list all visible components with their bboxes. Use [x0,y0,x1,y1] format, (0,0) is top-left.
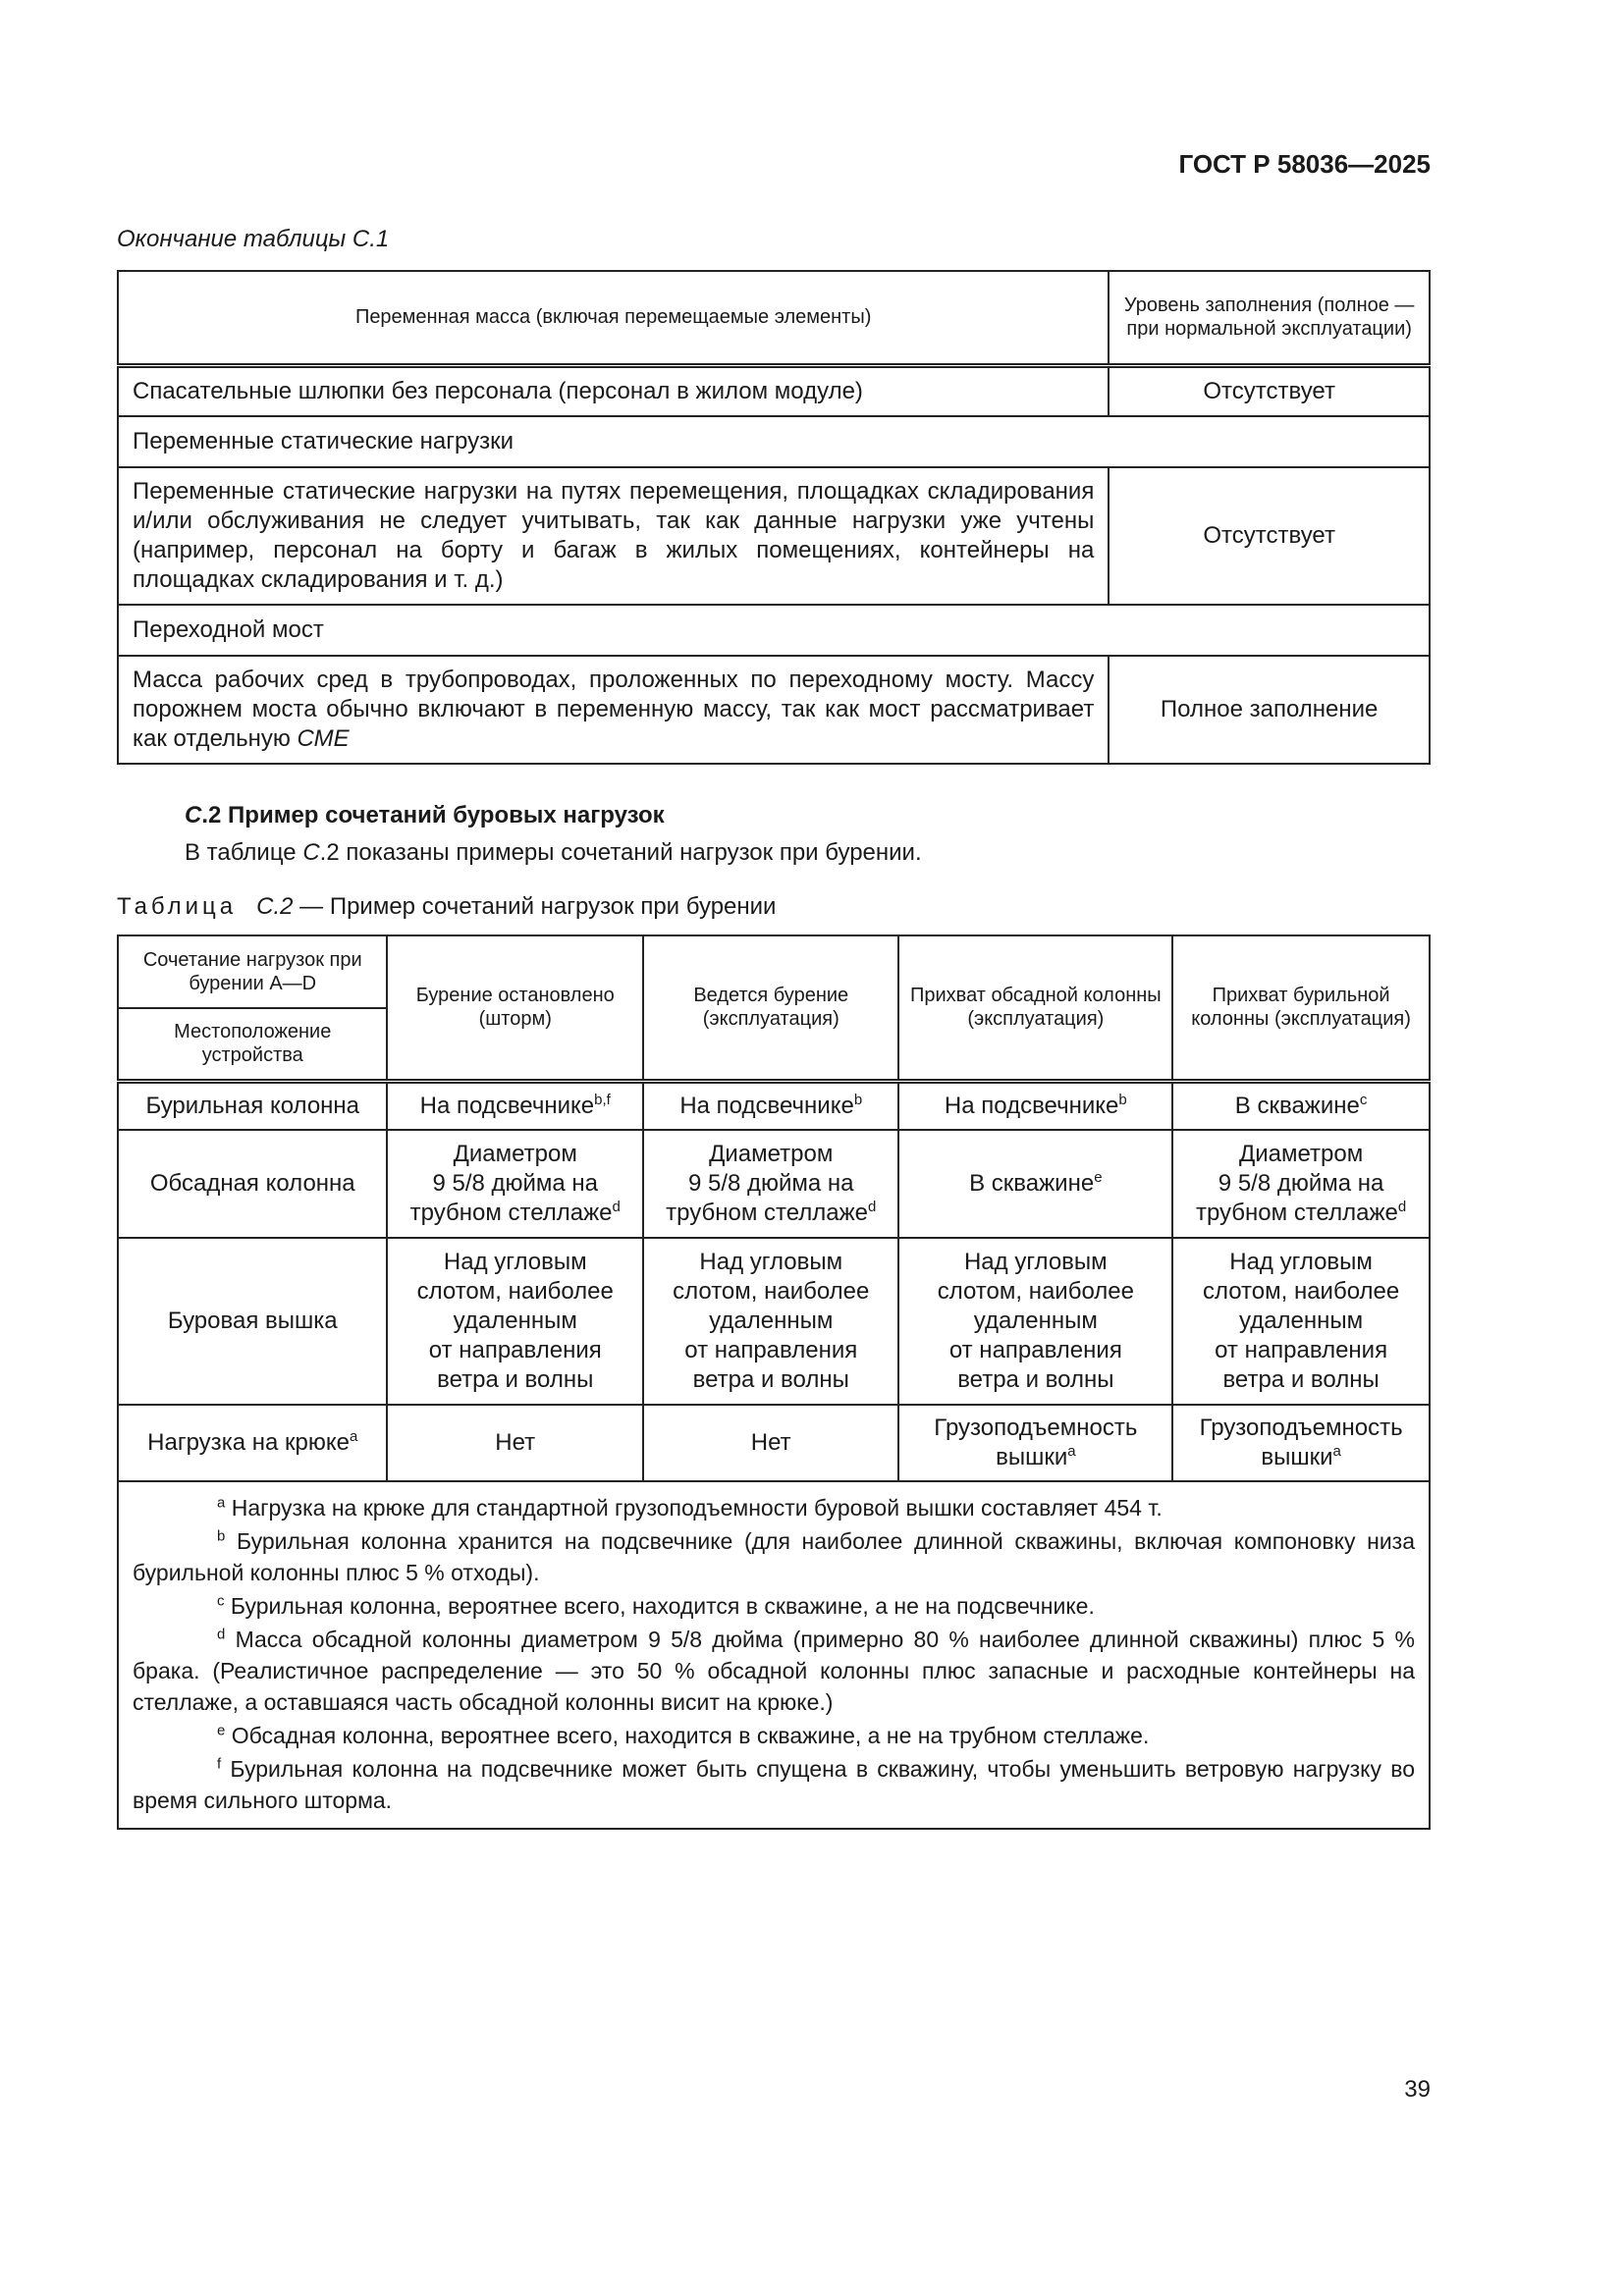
table-row [118,1238,1430,1405]
footnote-ref: a [1332,1443,1341,1460]
table-c2-row-label: Бурильная колонна [118,1081,387,1130]
footnote-mark: b [217,1527,226,1545]
section-intro-post: .2 показаны примеры сочетаний нагрузок при бурении. [319,839,922,866]
table-c2-footnotes [118,1481,1430,1829]
table-c2-cell [898,1238,1172,1405]
footnote [133,1624,1415,1718]
cell-line: Диаметром [1238,1141,1364,1167]
table-c2-cell [1172,1081,1430,1130]
footnote-text: Обсадная колонна, вероятнее всего, находится в скважине, а не на трубном стеллаже. [225,1723,1150,1748]
table-c2-caption [117,893,776,921]
cell-line: трубном стеллаже [409,1200,613,1226]
table-c2-cell [387,1238,643,1405]
table-c1-group-row: Переходной мост [118,605,1430,656]
section-intro [185,839,922,867]
table-c1-desc-text: Масса рабочих сред в трубопроводах, проложенных по переходному мосту. Массу порожнем моста обычно включают в переменную массу, так как мост рассматривает как отдельную [133,667,1095,752]
table-c2-corner-bottom: Местоположение устройства [118,1008,387,1081]
table-row [118,1081,1430,1130]
table-c2-header-storm: Бурение остановлено (шторм) [387,935,643,1081]
cell-line: удаленным [973,1308,1098,1334]
section-heading-text: .2 Пример сочетаний буровых нагрузок [201,802,665,828]
cell-line: трубном стеллаже [666,1200,869,1226]
table-c1-cell-desc: Спасательные шлюпки без персонала (персонал в жилом модуле) [118,365,1109,416]
cell-line: ветра и волны [1222,1366,1380,1393]
cell-line: от направления [684,1337,858,1363]
cell-line: Грузоподъемность [1199,1415,1403,1441]
document-header: ГОСТ Р 58036—2025 [1178,149,1431,179]
footnote-ref: b [1118,1091,1127,1108]
footnote-mark: e [217,1722,226,1739]
cell-line: слотом, наиболее [416,1278,614,1305]
cell-text: На подсвечнике [679,1092,854,1119]
footnote-mark: f [217,1755,222,1773]
table-c1-desc-abbr: СМЕ [297,725,350,752]
footnote-ref: e [1094,1169,1103,1186]
cell-line: Диаметром [709,1141,834,1167]
footnote-ref: d [612,1199,621,1215]
footnote [133,1753,1415,1816]
footnote-ref: c [1359,1091,1368,1108]
cell-line: от направления [1215,1337,1388,1363]
footnote-ref: a [1067,1443,1076,1460]
cell-line: слотом, наиболее [673,1278,870,1305]
cell-line: вышки [1261,1444,1333,1470]
table-c2-cell [1172,1238,1430,1405]
footnote-mark: a [217,1494,226,1512]
table-c2-caption-text: — Пример сочетаний нагрузок при бурении [293,893,777,920]
section-heading-letter: С [185,802,202,828]
table-c2-header-drillstring-stuck: Прихват бурильной колонны (эксплуатация) [1172,935,1430,1081]
cell-line: Над угловым [963,1249,1108,1275]
footnote-text: Бурильная колонна хранится на подсвечнике (для наиболее длинной скважины, включая компоновку низа бурильной колонны плюс 5 % отходы). [133,1528,1415,1585]
cell-text: Нет [495,1429,536,1456]
table-c2-cell [1172,1405,1430,1481]
footnote-text: Бурильная колонна на подсвечнике может быть спущена в скважину, чтобы уменьшить ветровую нагрузку во время сильного шторма. [133,1756,1415,1813]
cell-line: Над угловым [1229,1249,1373,1275]
table-c1-header-mass: Переменная масса (включая перемещаемые элементы) [118,271,1109,365]
footnote [133,1590,1415,1622]
section-heading [185,802,665,829]
cell-text: Нагрузка на крюке [147,1429,350,1456]
footnote [133,1525,1415,1588]
footnote-ref: d [868,1199,877,1215]
footnote [133,1720,1415,1751]
footnote-text: Нагрузка на крюке для стандартной грузоподъемности буровой вышки составляет 454 т. [225,1495,1163,1521]
cell-text: На подсвечнике [419,1092,595,1119]
table-row [118,656,1430,764]
table-c2-row-label [118,1405,387,1481]
cell-line: удаленным [453,1308,577,1334]
footnote-text: Бурильная колонна, вероятнее всего, находится в скважине, а не на подсвечнике. [224,1593,1095,1619]
footnote-ref: b [853,1091,863,1108]
table-c2-cell [643,1081,898,1130]
cell-line: 9 5/8 дюйма на [687,1170,854,1197]
cell-line: слотом, наиболее [1202,1278,1400,1305]
footnote-mark: d [217,1626,226,1643]
page-number: 39 [1404,2076,1431,2103]
cell-line: трубном стеллаже [1195,1200,1398,1226]
cell-text: В скважине [1234,1092,1360,1119]
table-c1-cell-level: Отсутствует [1109,365,1430,416]
table-c2-cell [898,1130,1172,1238]
cell-line: удаленным [709,1308,834,1334]
cell-line: 9 5/8 дюйма на [1218,1170,1384,1197]
table-c2-caption-number: С.2 [256,893,294,920]
cell-line: Над угловым [699,1249,843,1275]
footnote-ref: d [1397,1199,1407,1215]
cell-line: 9 5/8 дюйма на [432,1170,599,1197]
cell-text: Нет [750,1429,791,1456]
section-intro-ref: С [302,839,320,866]
table-c2-cell [387,1405,643,1481]
cell-line: ветра и волны [957,1366,1114,1393]
table-c2-row-label: Буровая вышка [118,1238,387,1405]
table-c2-cell [387,1081,643,1130]
table-footnotes-row [118,1481,1430,1829]
table-c1-cell-level: Полное заполнение [1109,656,1430,764]
table-c2-cell [387,1130,643,1238]
table-continuation-label: Окончание таблицы С.1 [117,226,390,252]
table-row [118,1130,1430,1238]
table-c2-corner-top: Сочетание нагрузок при бурении A—D [118,935,387,1008]
table-c2-header-drilling: Ведется бурение (эксплуатация) [643,935,898,1081]
table-row [118,1405,1430,1481]
footnote-text: Масса обсадной колонны диаметром 9 5/8 дюйма (примерно 80 % наиболее длинной скважины) плюс 5 % брака. (Реалистичное распределение — это 50 % обсадной колонны плюс запасные и расходные контейнеры на стеллаже, а оставшаяся часть обсадной колонны висит на крюке.) [133,1627,1415,1715]
table-c2-cell [643,1130,898,1238]
table-c2-cell [898,1081,1172,1130]
cell-line: Над угловым [443,1249,587,1275]
cell-line: ветра и волны [437,1366,594,1393]
table-c1-header-fill-level: Уровень заполнения (полное — при нормальной эксплуатации) [1109,271,1430,365]
table-c2 [117,934,1431,1830]
cell-line: слотом, наиболее [937,1278,1134,1305]
table-c2-cell [898,1405,1172,1481]
cell-line: вышки [996,1444,1068,1470]
cell-text: На подсвечнике [944,1092,1119,1119]
table-c2-caption-word: Таблица [117,893,238,920]
table-c2-cell [643,1238,898,1405]
table-c1-cell-desc: Переменные статические нагрузки на путях перемещения, площадках складирования и/или обслуживания не следует учитывать, так как данные нагрузки уже учтены (например, персонал на борту и багаж в жилых помещениях, контейнеры на площадках складирования и т. д.) [118,467,1109,605]
footnote-ref: b,f [594,1091,611,1108]
footnote [133,1492,1415,1523]
footnote-mark: c [217,1592,225,1610]
cell-line: Диаметром [453,1141,577,1167]
table-c2-row-label: Обсадная колонна [118,1130,387,1238]
table-c2-header-casing-stuck: Прихват обсадной колонны (эксплуатация) [898,935,1172,1081]
section-intro-pre: В таблице [185,839,303,866]
table-c1-group-row: Переменные статические нагрузки [118,416,1430,467]
table-c2-cell [1172,1130,1430,1238]
cell-line: Грузоподъемность [934,1415,1138,1441]
table-row [118,605,1430,656]
footnote-ref: a [349,1428,358,1445]
cell-line: ветра и волны [692,1366,849,1393]
table-row [118,416,1430,467]
table-c2-cell [643,1405,898,1481]
cell-line: от направления [428,1337,602,1363]
table-c1-cell-level: Отсутствует [1109,467,1430,605]
table-row [118,365,1430,416]
cell-text: В скважине [969,1170,1095,1197]
table-c1-cell-desc [118,656,1109,764]
cell-line: удаленным [1239,1308,1364,1334]
table-row [118,467,1430,605]
table-c1 [117,270,1431,765]
cell-line: от направления [948,1337,1122,1363]
